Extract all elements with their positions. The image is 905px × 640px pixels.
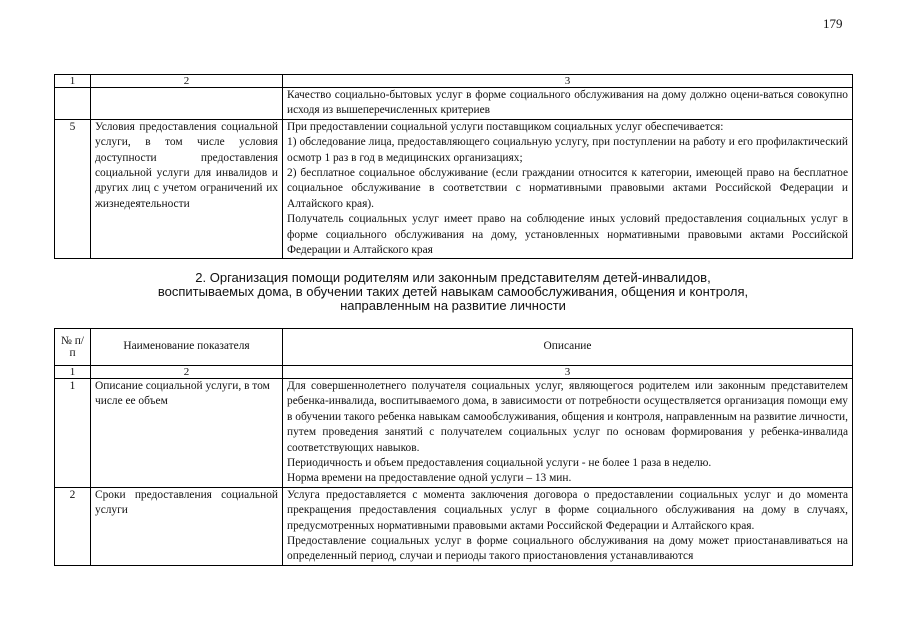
header-number: № п/п	[55, 329, 91, 366]
row-number: 1	[55, 379, 91, 488]
indicator-name	[91, 88, 283, 120]
table-row	[55, 379, 853, 488]
header-name: Наименование показателя	[91, 329, 283, 366]
conditions-table	[54, 74, 853, 259]
section-heading-line: направленным на развитие личности	[340, 298, 566, 313]
column-number-row	[55, 366, 853, 379]
indicator-description: Качество социально-бытовых услуг в форме социального обслуживания на дому должно оцени-ваться совокупно исходя из вышеперечисленных критериев	[283, 88, 853, 120]
column-number-2: 2	[91, 366, 283, 379]
section-heading-line: 2. Организация помощи родителям или законным представителям детей-инвалидов,	[195, 270, 711, 285]
table-row	[55, 487, 853, 565]
row-number: 5	[55, 119, 91, 259]
indicator-description	[283, 379, 853, 488]
indicator-description	[283, 487, 853, 565]
column-number-row	[55, 75, 853, 88]
description-paragraph: Для совершеннолетнего получателя социальных услуг, являющегося родителем или законным представителем ребенка-инвалида, воспитываемого дома, в зависимости от потребности осуществляется организация помощи ему в обучении такого ребенка навыкам самообслуживания, общения и контроля, направленным на развитие личности, путем проведения занятий с получателем социальных услуг по основам формирования у ребенка-инвалида соответствующих навыков.	[287, 380, 848, 454]
description-paragraph: Получатель социальных услуг имеет право на соблюдение иных условий предоставления социальных услуг в форме социального обслуживания на дому, установленных нормативными правовыми актами Российской Федерации и Алтайского края	[287, 213, 848, 257]
description-paragraph: 2) бесплатное социальное обслуживание (если граждании относится к категории, имеющей право на бесплатное социальное обслуживание в соответствии с нормативными правовыми актами Российской Федерации и Алтайского края).	[287, 167, 848, 210]
table-row	[55, 119, 853, 259]
page-number: 179	[823, 16, 843, 31]
indicator-name: Сроки предоставления социальной услуги	[91, 487, 283, 565]
column-number-2: 2	[91, 75, 283, 88]
column-number-3: 3	[283, 366, 853, 379]
description-paragraph: При предоставлении социальной услуги поставщиком социальных услуг обеспечивается:	[287, 120, 724, 133]
column-number-1: 1	[55, 366, 91, 379]
description-paragraph: Услуга предоставляется с момента заключения договора о предоставлении социальных услуг и до момента прекращения предоставления социальных услуг в форме социального обслуживания на дому в случаях, предусмотренных нормативными правовыми актами Российской Федерации и Алтайского края.	[287, 488, 848, 532]
table-row	[55, 88, 853, 120]
header-description: Описание	[283, 329, 853, 366]
indicator-name: Условия предоставления социальной услуги, в том числе условия доступности предоставления социальной услуги для инвалидов и других лиц с учетом ограничений их жизнедеятельности	[91, 119, 283, 259]
column-number-1: 1	[55, 75, 91, 88]
row-number: 2	[55, 487, 91, 565]
description-paragraph: 1) обследование лица, предоставляющего социальную услугу, при поступлении на работу и его профилактический осмотр 1 раз в год в медицинских организациях;	[287, 136, 848, 164]
section-heading	[54, 271, 852, 313]
section-heading-line: воспитываемых дома, в обучении таких детей навыкам самообслуживания, общения и контроля,	[157, 284, 749, 299]
assistance-table	[54, 328, 853, 566]
row-number	[55, 88, 91, 120]
indicator-name: Описание социальной услуги, в том числе ее объем	[91, 379, 283, 488]
description-paragraph: Норма времени на предоставление одной услуги – 13 мин.	[287, 472, 572, 485]
description-paragraph: Предоставление социальных услуг в форме социального обслуживания на дому может приостанавливаться на определенный период, случаи и периоды такого приостановления устанавливаются	[287, 535, 848, 563]
column-number-3: 3	[283, 75, 853, 88]
description-paragraph: Периодичность и объем предоставления социальной услуги - не более 1 раза в неделю.	[287, 457, 712, 470]
table-header-row	[55, 329, 853, 366]
indicator-description	[283, 119, 853, 259]
